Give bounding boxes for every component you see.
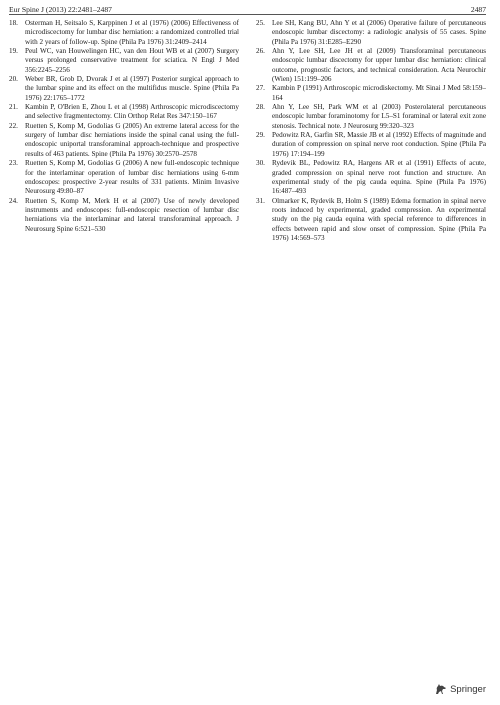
reference-item: [256, 159, 486, 196]
reference-number: 26.: [256, 47, 265, 56]
reference-number: 31.: [256, 196, 265, 205]
publisher-logo: [434, 683, 486, 695]
reference-number: 30.: [256, 159, 265, 168]
reference-item: [9, 103, 239, 122]
reference-number: 24.: [9, 196, 18, 205]
header-rule: [9, 14, 486, 15]
reference-item: [256, 103, 486, 131]
reference-text: Ruetten S, Komp M, Merk H et al (2007) Use of newly developed instruments and endoscopes: full-endoscopic resection of lumbar disc herniations via the interlaminar and lateral transforaminal approach. J Neurosurg Spine 6:521–530: [25, 196, 239, 233]
reference-text: Ruetten S, Komp M, Godolias G (2006) A new full-endoscopic technique for the interlaminar operation of lumbar disc herniations using 6-mm endoscopes: prospective 2-year results of 331 patients. Minim Invasive Neurosurg 49:80–87: [25, 159, 239, 196]
reference-number: 20.: [9, 75, 18, 84]
reference-text: Peul WC, van Houwelingen HC, van den Hout WB et al (2007) Surgery versus prolonged conservative treatment for sciatica. N Engl J Med 356:2245–2256: [25, 47, 239, 74]
reference-number: 19.: [9, 47, 18, 56]
reference-item: [9, 122, 239, 159]
reference-item: [9, 47, 239, 75]
reference-text: Ruetten S, Komp M, Godolias G (2005) An extreme lateral access for the surgery of lumbar disc herniations inside the spinal canal using the full-endoscopic uniportal transforaminal approach-technique and prospective results of 463 patients. Spine (Phila Pa 1976) 30:2570–2578: [25, 121, 239, 158]
reference-number: 28.: [256, 103, 265, 112]
reference-number: 21.: [9, 103, 18, 112]
springer-horse-icon: [434, 683, 447, 695]
reference-item: [256, 131, 486, 159]
reference-text: Pedowitz RA, Garfin SR, Massie JB et al (1992) Effects of magnitude and duration of compression on spinal nerve root conduction. Spine (Phila Pa 1976) 17:194–199: [272, 131, 486, 158]
reference-item: [9, 75, 239, 103]
reference-text: Kambin P (1991) Arthroscopic microdiskectomy. Mt Sinai J Med 58:159–164: [272, 84, 486, 102]
reference-text: Weber BR, Grob D, Dvorak J et al (1997) Posterior surgical approach to the lumbar spine and its effect on the multifidus muscle. Spine (Phila Pa 1976) 22:1765–1772: [25, 75, 239, 102]
reference-text: Ahn Y, Lee SH, Park WM et al (2003) Posterolateral percutaneous endoscopic lumbar foraminotomy for L5–S1 foraminal or lateral exit zone stenosis. Technical note. J Neurosurg 99:320–323: [272, 103, 486, 130]
page-number: 2487: [470, 4, 486, 14]
reference-text: Rydevik BL, Pedowitz RA, Hargens AR et al (1991) Effects of acute, graded compression on spinal nerve root function and structure. An experimental study of the pig cauda equina. Spine (Phila Pa 1976) 16:487–493: [272, 159, 486, 196]
journal-citation: Eur Spine J (2013) 22:2481–2487: [9, 4, 112, 14]
references-column-right: [256, 19, 486, 243]
reference-item: [256, 19, 486, 47]
reference-item: [256, 197, 486, 244]
reference-item: [9, 19, 239, 47]
publisher-name: Springer: [450, 683, 486, 695]
reference-item: [256, 84, 486, 103]
reference-text: Kambin P, O'Brien E, Zhou L et al (1998) Arthroscopic microdiscectomy and selective fragmentectomy. Clin Orthop Relat Res 347:150–167: [25, 103, 239, 121]
references-column-left: [9, 19, 239, 234]
reference-text: Lee SH, Kang BU, Ahn Y et al (2006) Operative failure of percutaneous endoscopic lumbar discectomy: a radiologic analysis of 55 cases. Spine (Phila Pa 1976) 31:E285–E290: [272, 19, 486, 46]
reference-number: 29.: [256, 131, 265, 140]
reference-text: Osterman H, Seitsalo S, Karppinen J et al (1976) (2006) Effectiveness of microdiscectomy for lumbar disc herniation: a randomized controlled trial with 2 years of follow-up. Spine (Phila Pa 1976) 31:2409–2414: [25, 19, 239, 46]
reference-item: [9, 159, 239, 196]
reference-item: [256, 47, 486, 84]
reference-number: 23.: [9, 159, 18, 168]
reference-number: 22.: [9, 121, 18, 130]
reference-number: 18.: [9, 19, 18, 27]
reference-number: 27.: [256, 84, 265, 93]
reference-text: Olmarker K, Rydevik B, Holm S (1989) Edema formation in spinal nerve roots induced by experimental, graded compression. An experimental study on the pig cauda equina with special reference to differences in effects between rapid and slow onset of compression. Spine (Phila Pa 1976) 14:569–573: [272, 196, 486, 242]
reference-text: Ahn Y, Lee SH, Lee JH et al (2009) Transforaminal percutaneous endoscopic lumbar discectomy for upper lumbar disc herniation: clinical outcome, prognostic factors, and technical consideration. Acta Neurochir (Wien) 151:199–206: [272, 47, 486, 84]
reference-item: [9, 197, 239, 234]
reference-number: 25.: [256, 19, 265, 27]
